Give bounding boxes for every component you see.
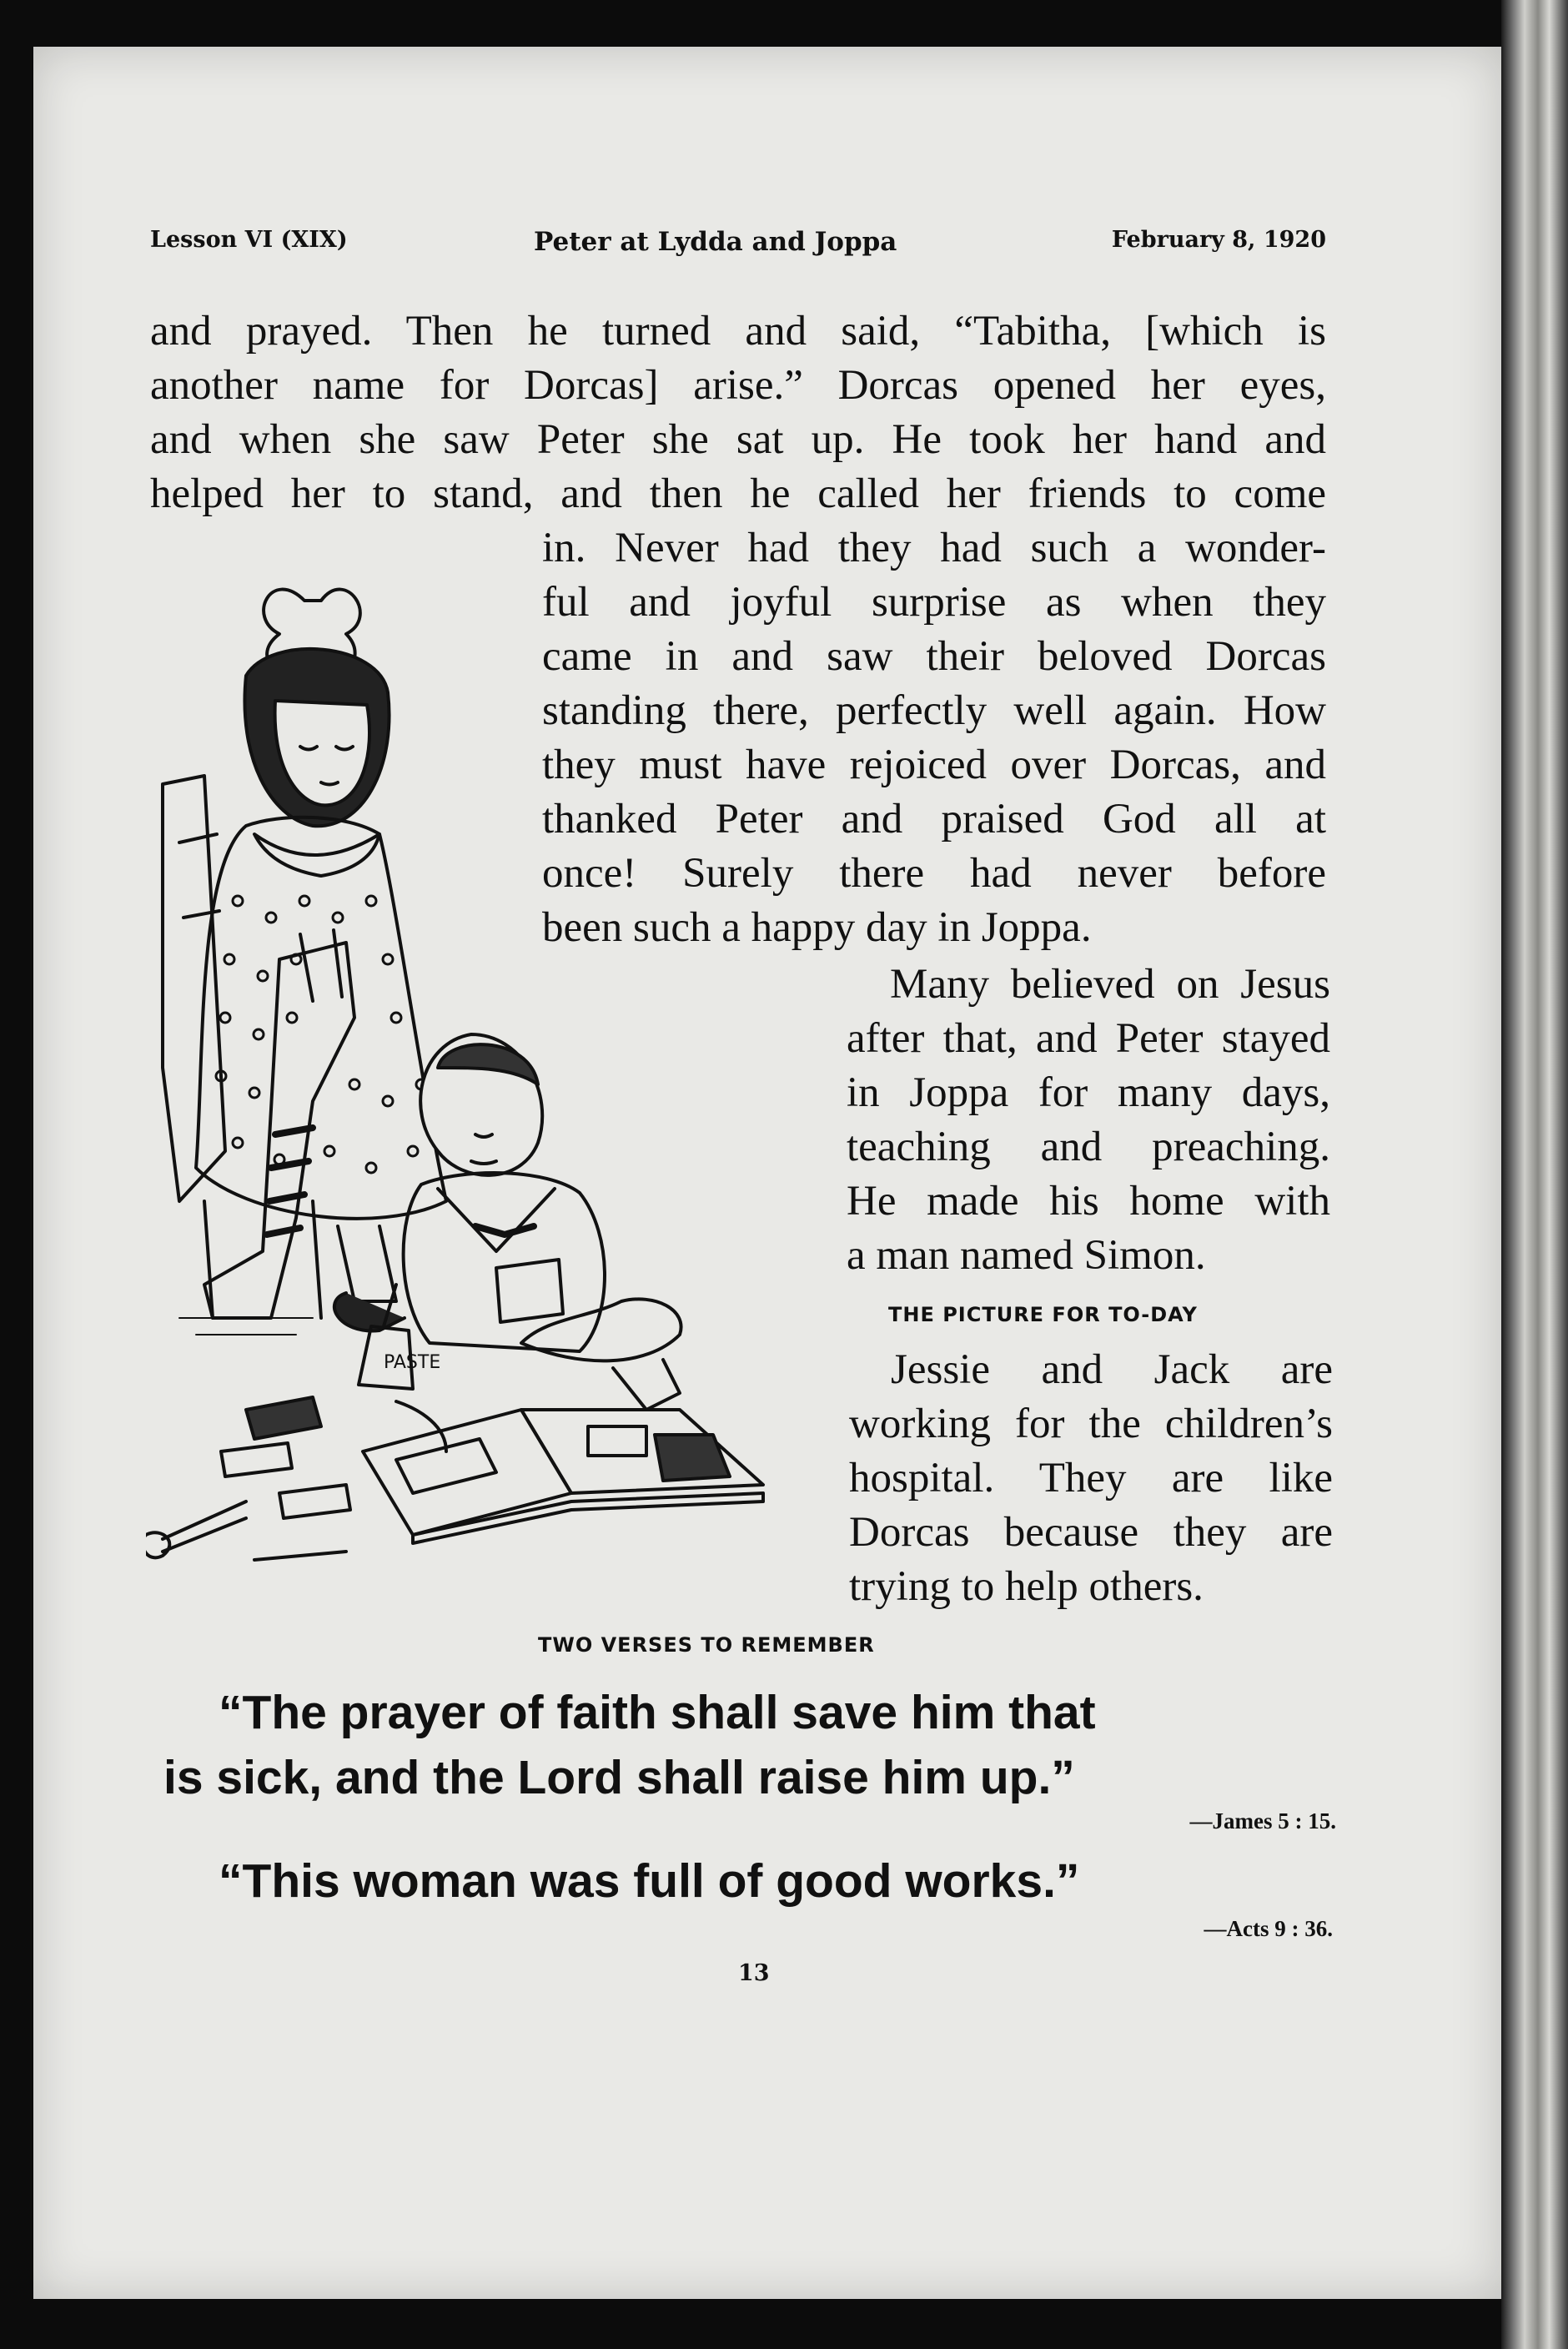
page-number: 13 [738, 1960, 770, 1986]
story-line: came in and saw their beloved Dorcas [542, 633, 1326, 680]
verse-2-reference: —Acts 9 : 36. [1204, 1916, 1333, 1941]
story-line: standing there, perfectly well again. How [542, 687, 1326, 734]
story-line: and prayed. Then he turned and said, “Tabitha, [which is [150, 308, 1326, 355]
story-line: teaching and preaching. [847, 1124, 1330, 1170]
story-full-width [150, 304, 1326, 521]
verse-1-reference: —James 5 : 15. [1189, 1808, 1336, 1833]
lesson-date: February 8, 1920 [1111, 227, 1326, 253]
story-narrow-column [847, 958, 1330, 1283]
story-line: they must have rejoiced over Dorcas, and [542, 742, 1326, 788]
story-line: a man named Simon. [847, 1232, 1206, 1279]
story-line: in Joppa for many days, [847, 1069, 1330, 1116]
story-line: been such a happy day in Joppa. [542, 904, 1092, 951]
picture-line: working for the children’s [849, 1401, 1333, 1447]
story-line: thanked Peter and praised God all at [542, 796, 1326, 843]
verse-2: “This woman was full of good works.” [219, 1854, 1080, 1908]
story-line: ful and joyful surprise as when they [542, 579, 1326, 626]
verse-1-line-2: is sick, and the Lord shall raise him up.” [163, 1751, 1075, 1804]
page-stack-edge [1501, 0, 1568, 2349]
story-line: He made his home with [847, 1178, 1330, 1225]
picture-line: Jessie and Jack are [891, 1346, 1333, 1393]
picture-line: trying to help others. [849, 1563, 1204, 1610]
lesson-number: Lesson VI (XIX) [150, 227, 348, 253]
picture-heading: THE PICTURE FOR TO-DAY [888, 1303, 1198, 1326]
picture-line: Dorcas because they are [849, 1509, 1333, 1556]
story-line: once! Surely there had never before [542, 850, 1326, 897]
children-illustration [146, 567, 830, 1627]
story-line: another name for Dorcas] arise.” Dorcas opened her eyes, [150, 362, 1326, 409]
verses-heading: TWO VERSES TO REMEMBER [538, 1633, 875, 1657]
picture-line: hospital. They are like [849, 1455, 1333, 1501]
lesson-title: Peter at Lydda and Joppa [534, 227, 897, 257]
picture-description [849, 1343, 1333, 1614]
story-line: in. Never had they had such a wonder- [542, 525, 1326, 571]
story-line: and when she saw Peter she sat up. He took her hand and [150, 416, 1326, 463]
paste-jar-label: PASTE [384, 1352, 441, 1373]
story-line: Many believed on Jesus [890, 961, 1330, 1008]
story-line: after that, and Peter stayed [847, 1015, 1330, 1062]
story-line: helped her to stand, and then he called her friends to come [150, 470, 1326, 517]
verse-1-line-1: “The prayer of faith shall save him that [219, 1686, 1096, 1739]
running-header [150, 227, 1326, 260]
